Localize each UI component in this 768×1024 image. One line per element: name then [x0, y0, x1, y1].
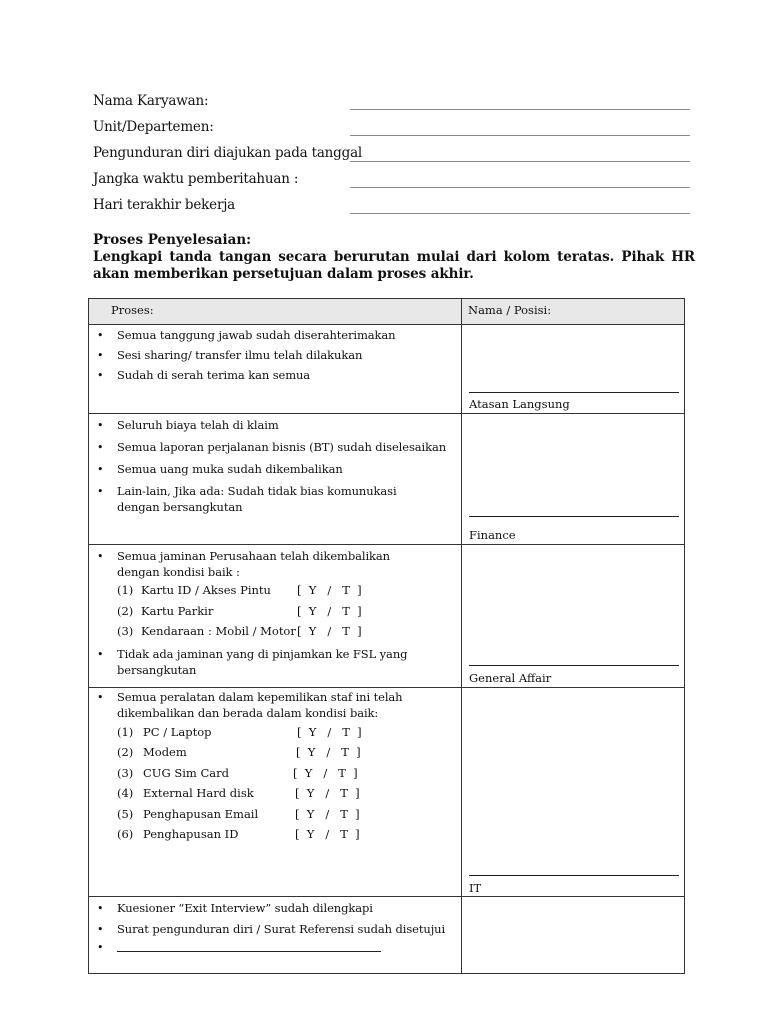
list-item: Semua laporan perjalanan bisnis (BT) sudah diselesaikan [117, 440, 447, 454]
bullet: • [97, 691, 104, 704]
signature-line-general-affair[interactable] [469, 665, 679, 666]
subitem-label: Kendaraan : Mobil / Motor [141, 624, 296, 638]
section-title: Proses Penyelesaian: [93, 232, 252, 248]
notice-period-label: Jangka waktu pemberitahuan : [93, 171, 299, 187]
last-working-day-label: Hari terakhir bekerja [93, 197, 236, 213]
row-divider [89, 413, 684, 414]
list-item: Kuesioner “Exit Interview” sudah dilengkapi [117, 901, 373, 915]
unit-department-line[interactable] [350, 135, 690, 136]
subitem-number: (1) [117, 725, 134, 739]
bullet: • [97, 902, 104, 915]
signer-general-affair: General Affair [469, 671, 552, 685]
list-item: Semua tanggung jawab sudah diserahterimakan [117, 328, 396, 342]
list-item: Lain-lain, Jika ada: Sudah tidak bias komunukasi dengan bersangkutan [117, 484, 397, 514]
row-divider [89, 687, 684, 688]
list-item: Sudah di serah terima kan semua [117, 368, 311, 382]
signer-atasan-langsung: Atasan Langsung [469, 397, 570, 411]
list-item: Sesi sharing/ transfer ilmu telah dilakukan [117, 348, 363, 362]
list-item: Tidak ada jaminan yang di pinjamkan ke FSL yang bersangkutan [117, 647, 408, 677]
list-item: Surat pengunduran diri / Surat Referensi sudah disetujui [117, 922, 446, 936]
subitem-number: (2) [117, 745, 134, 759]
subitem-number: (1) [117, 583, 134, 597]
blank-entry-line[interactable] [117, 951, 381, 952]
yes-no-choice[interactable]: [ Y / T ] [297, 624, 362, 638]
yes-no-choice[interactable]: [ Y / T ] [295, 807, 360, 821]
row-divider [89, 544, 684, 545]
bullet: • [97, 349, 104, 362]
subitem-label: Penghapusan Email [143, 807, 259, 821]
subitem-label: Modem [143, 745, 187, 759]
bullet: • [97, 329, 104, 342]
last-working-day-line[interactable] [350, 213, 690, 214]
bullet: • [97, 369, 104, 382]
subitem-number: (3) [117, 766, 134, 780]
clearance-table [88, 298, 685, 974]
resignation-date-label: Pengunduran diri diajukan pada tanggal [93, 145, 363, 161]
bullet: • [97, 923, 104, 936]
section-description: Lengkapi tanda tangan secara berurutan mulai dari kolom teratas. Pihak HR akan memberikan persetujuan dalam proses akhir. [93, 249, 695, 282]
subitem-number: (6) [117, 827, 134, 841]
yes-no-choice[interactable]: [ Y / T ] [293, 766, 358, 780]
subitem-number: (4) [117, 786, 134, 800]
header-nama-posisi: Nama / Posisi: [468, 303, 552, 317]
row-divider [89, 896, 684, 897]
signature-line-finance[interactable] [469, 516, 679, 517]
yes-no-choice[interactable]: [ Y / T ] [297, 583, 362, 597]
list-item: Semua peralatan dalam kepemilikan staf ini telah dikembalikan dan berada dalam kondisi baik: [117, 690, 403, 720]
resignation-date-line[interactable] [350, 161, 690, 162]
subitem-label: Kartu ID / Akses Pintu [141, 583, 271, 597]
subitem-label: External Hard disk [143, 786, 254, 800]
list-item: Semua uang muka sudah dikembalikan [117, 462, 343, 476]
signer-it: IT [469, 881, 482, 895]
unit-department-label: Unit/Departemen: [93, 119, 214, 135]
subitem-label: CUG Sim Card [143, 766, 229, 780]
table-header [89, 299, 684, 325]
bullet: • [97, 463, 104, 476]
yes-no-choice[interactable]: [ Y / T ] [295, 786, 360, 800]
bullet: • [97, 419, 104, 432]
column-divider [461, 299, 462, 973]
subitem-label: Kartu Parkir [141, 604, 214, 618]
subitem-number: (2) [117, 604, 134, 618]
bullet: • [97, 550, 104, 563]
notice-period-line[interactable] [350, 187, 690, 188]
yes-no-choice[interactable]: [ Y / T ] [295, 827, 360, 841]
signature-line-atasan[interactable] [469, 392, 679, 393]
subitem-number: (5) [117, 807, 134, 821]
signer-finance: Finance [469, 528, 516, 542]
header-proses: Proses: [111, 303, 154, 317]
employee-name-label: Nama Karyawan: [93, 93, 209, 109]
subitem-label: PC / Laptop [143, 725, 212, 739]
subitem-number: (3) [117, 624, 134, 638]
yes-no-choice[interactable]: [ Y / T ] [297, 725, 362, 739]
bullet: • [97, 648, 104, 661]
yes-no-choice[interactable]: [ Y / T ] [296, 745, 361, 759]
employee-name-line[interactable] [350, 109, 690, 110]
bullet: • [97, 441, 104, 454]
bullet: • [97, 941, 104, 954]
list-item: Semua jaminan Perusahaan telah dikembalikan dengan kondisi baik : [117, 549, 390, 579]
subitem-label: Penghapusan ID [143, 827, 239, 841]
bullet: • [97, 485, 104, 498]
signature-line-it[interactable] [469, 875, 679, 876]
yes-no-choice[interactable]: [ Y / T ] [297, 604, 362, 618]
list-item: Seluruh biaya telah di klaim [117, 418, 279, 432]
